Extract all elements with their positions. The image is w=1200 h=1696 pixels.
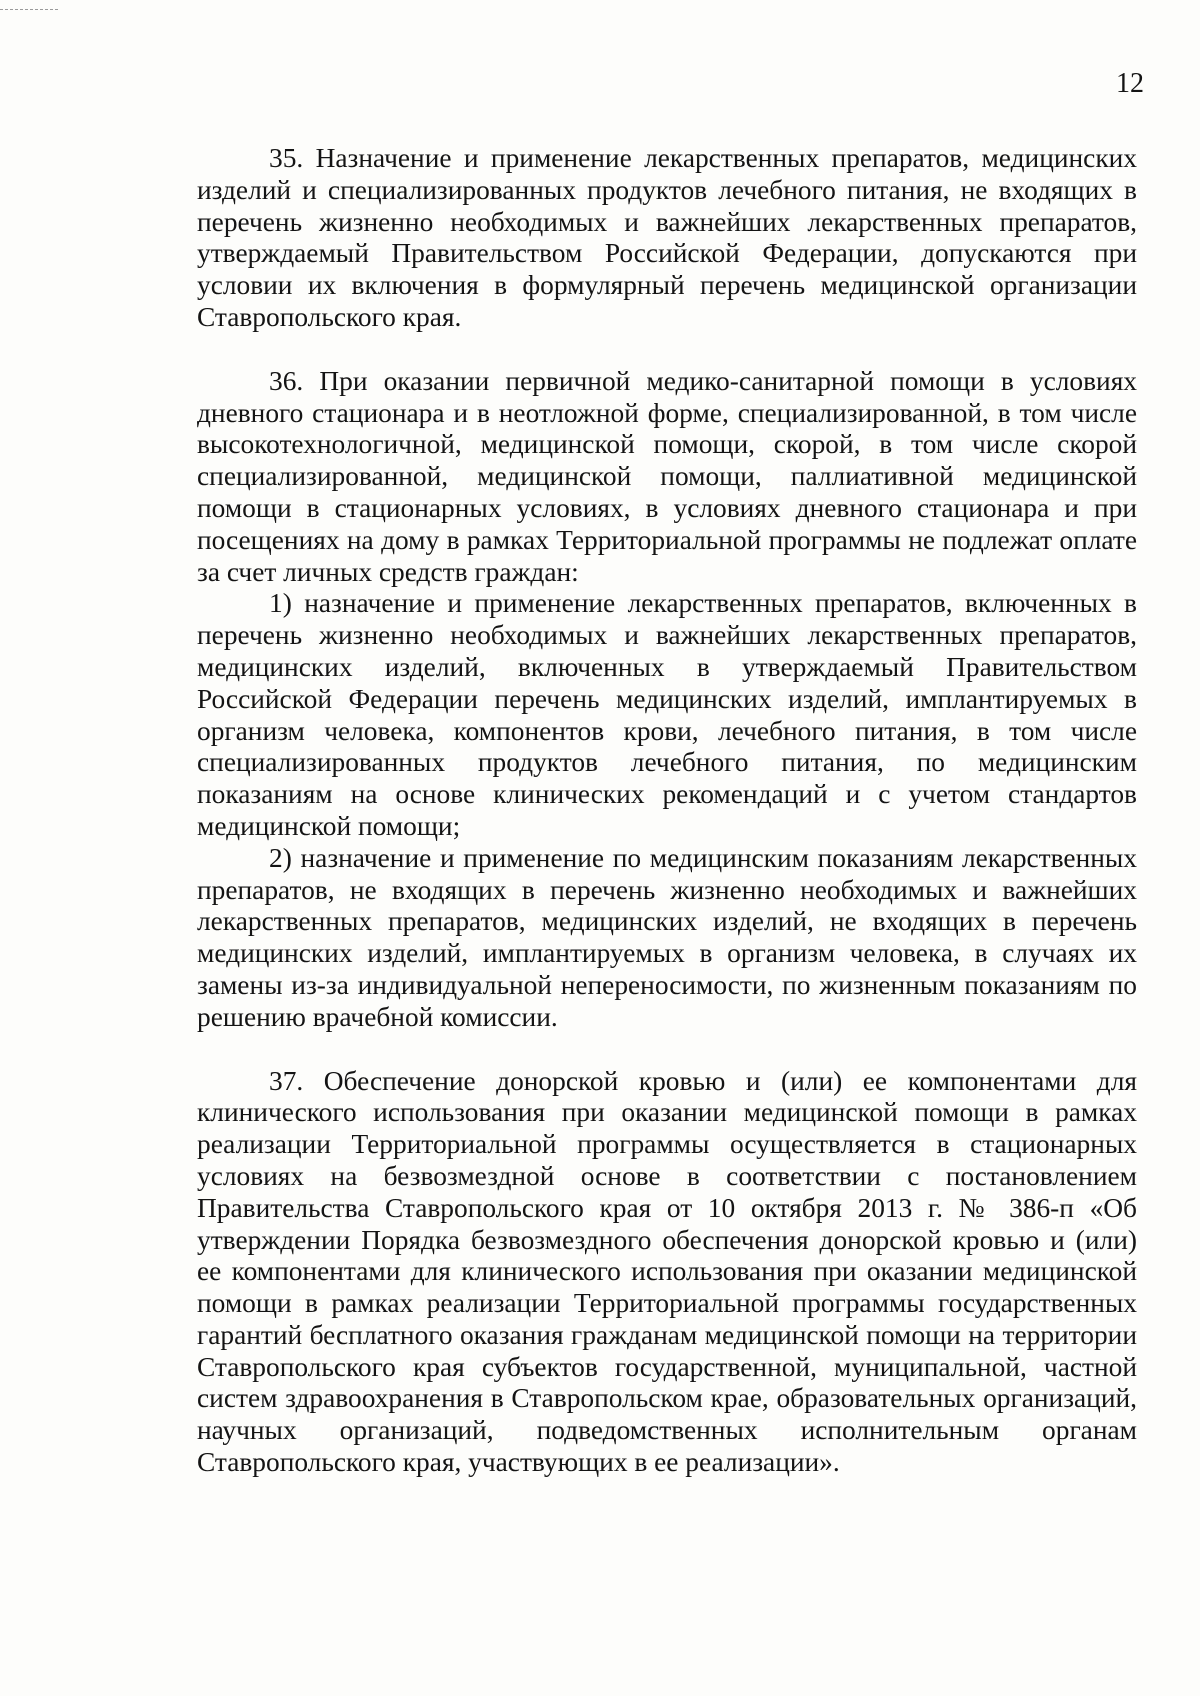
paragraph-36-item-2: 2) назначение и применение по медицинским показаниям лекарственных препаратов, не входящих в перечень жизненно необходимых и важнейших лекарственных препаратов, медицинских изделий, не входящих в перечень медицинских изделий, имплантируемых в организм человека, в случаях их замены из-за индивидуальной непереносимости, по жизненным показаниям по решению врачебной комиссии.: [197, 842, 1137, 1032]
scan-edge-mark: [0, 9, 58, 10]
page-number: 12: [1116, 68, 1144, 99]
paragraph-35: 35. Назначение и применение лекарственных препаратов, медицинских изделий и специализированных продуктов лечебного питания, не входящих в перечень жизненно необходимых и важнейших лекарственных препаратов, утверждаемый Правительством Российской Федерации, допускаются при условии их включения в формулярный перечень медицинской организации Ставропольского края.: [197, 143, 1137, 332]
paragraph-36-item-1: 1) назначение и применение лекарственных препаратов, включенных в перечень жизненно необходимых и важнейших лекарственных препаратов, медицинских изделий, включенных в утверждаемый Правительством Российской Федерации перечень медицинских изделий, имплантируемых в организм человека, компонентов крови, лечебного питания, в том числе специализированных продуктов лечебного питания, по медицинским показаниям на основе клинических рекомендаций и с учетом стандартов медицинской помощи;: [197, 588, 1137, 841]
paragraph-gap: [197, 334, 1137, 366]
paragraph-36: 36. При оказании первичной медико-санитарной помощи в условиях дневного стационара и в неотложной форме, специализированной, в том числе высокотехнологичной, медицинской помощи, скорой, в том числе скорой специализированной, медицинской помощи, паллиативной медицинской помощи в стационарных условиях, в условиях дневного стационара и при посещениях на дому в рамках Территориальной программы не подлежат оплате за счет личных средств граждан:: [197, 365, 1137, 587]
paragraph-gap: [197, 1034, 1137, 1066]
document-body: [197, 143, 1137, 1479]
paragraph-37: 37. Обеспечение донорской кровью и (или) ее компонентами для клинического использования при оказании медицинской помощи в рамках реализации Территориальной программы осуществляется в стационарных условиях на безвозмездной основе в соответствии с постановлением Правительства Ставропольского края от 10 октября 2013 г. № 386-п «Об утверждении Порядка безвозмездного обеспечения донорской кровью и (или) ее компонентами для клинического использования при оказании медицинской помощи в рамках реализации Территориальной программы государственных гарантий бесплатного оказания гражданам медицинской помощи на территории Ставропольского края субъектов государственной, муниципальной, частной систем здравоохранения в Ставропольском крае, образовательных организаций, научных организаций, подведомственных исполнительным органам Ставропольского края, участвующих в ее реализации».: [197, 1065, 1137, 1478]
